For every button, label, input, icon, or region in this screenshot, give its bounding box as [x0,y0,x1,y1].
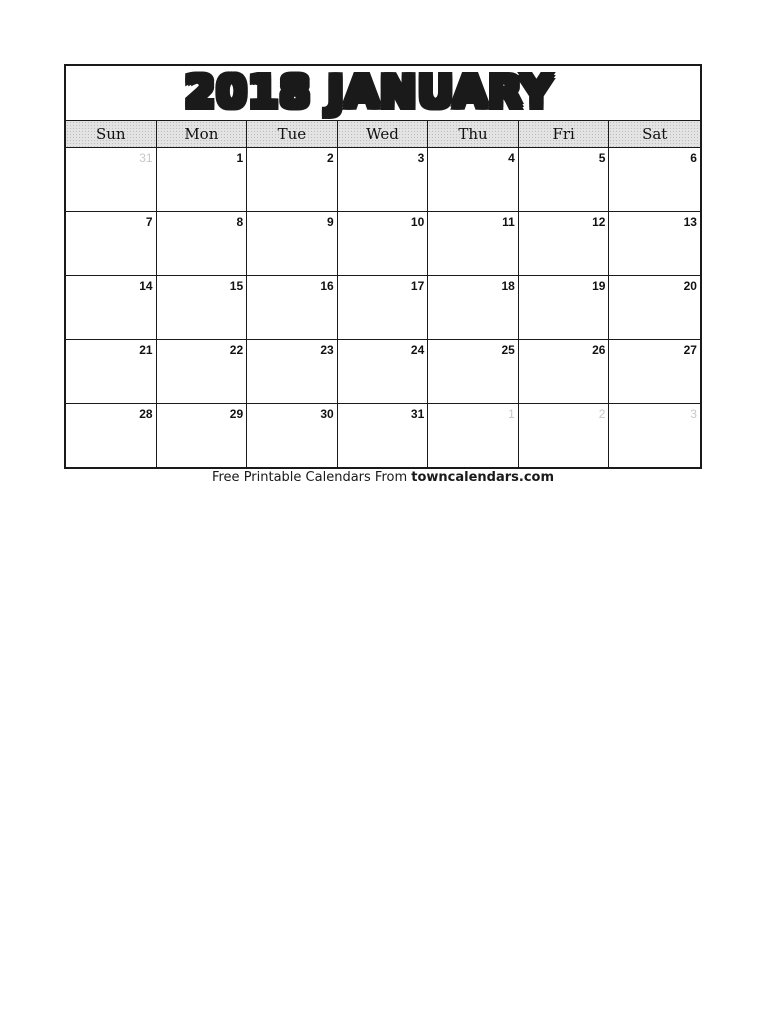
day-cell [519,340,610,404]
day-number: 1 [236,151,244,165]
day-cell [66,276,157,340]
day-number: 24 [410,343,425,357]
day-cell [338,340,429,404]
footer-site-link[interactable]: towncalendars.com [411,470,555,485]
day-number: 9 [327,215,334,229]
day-number: 6 [690,151,697,165]
weekday-header [66,121,700,148]
day-cell [66,404,157,468]
day-cell [157,212,248,276]
weekday-sat: Sat [609,121,700,147]
day-number: 27 [683,343,697,357]
weekday-sun: Sun [66,121,157,147]
day-cell [66,340,157,404]
day-cell [247,212,338,276]
day-cell [66,148,157,212]
day-cell [609,276,700,340]
calendar [64,64,702,469]
footer-text: Free Printable Calendars From [211,470,412,485]
day-number: 14 [139,279,153,293]
day-number: 19 [592,279,606,293]
day-number: 7 [145,215,153,229]
day-cell [519,276,610,340]
day-grid [66,148,700,468]
day-cell [157,276,248,340]
day-cell [247,148,338,212]
day-cell [428,404,519,468]
weekday-fri: Fri [519,121,610,147]
day-cell [609,212,700,276]
day-number: 22 [229,343,244,357]
weekday-wed: Wed [338,121,429,147]
day-cell [609,148,700,212]
calendar-title: 2018 JANUARY [184,67,554,118]
day-number: 13 [683,215,697,229]
day-cell [338,148,429,212]
day-number: 2 [598,407,606,421]
day-cell [519,404,610,468]
day-cell [157,340,248,404]
day-number: 21 [139,343,153,357]
day-cell [428,340,519,404]
day-number: 30 [320,407,334,421]
day-number: 3 [690,407,697,421]
day-number: 10 [410,215,425,229]
day-number: 31 [139,151,153,165]
day-number: 25 [501,343,515,357]
day-cell [609,340,700,404]
day-number: 16 [320,279,334,293]
day-number: 26 [592,343,606,357]
weekday-thu: Thu [428,121,519,147]
day-cell [338,276,429,340]
day-number: 4 [508,151,515,165]
day-number: 8 [236,215,244,229]
day-cell [247,404,338,468]
footer [64,470,702,485]
day-cell [428,148,519,212]
day-cell [66,212,157,276]
day-number: 20 [683,279,697,293]
day-number: 18 [501,279,515,293]
day-cell [157,404,248,468]
day-number: 29 [229,407,244,421]
day-number: 12 [592,215,606,229]
day-cell [338,404,429,468]
day-number: 23 [320,343,334,357]
day-cell [338,212,429,276]
day-cell [247,340,338,404]
weekday-mon: Mon [157,121,248,147]
day-number: 15 [229,279,244,293]
day-number: 5 [598,151,606,165]
day-cell [428,276,519,340]
day-number: 1 [508,407,515,421]
day-cell [609,404,700,468]
day-number: 28 [139,407,153,421]
day-number: 2 [327,151,334,165]
day-cell [247,276,338,340]
day-number: 31 [410,407,425,421]
day-cell [157,148,248,212]
day-cell [519,148,610,212]
day-cell [519,212,610,276]
weekday-tue: Tue [247,121,338,147]
day-number: 3 [417,151,425,165]
title-bar [66,66,700,121]
day-cell [428,212,519,276]
day-number: 17 [410,279,425,293]
day-number: 11 [502,215,515,229]
